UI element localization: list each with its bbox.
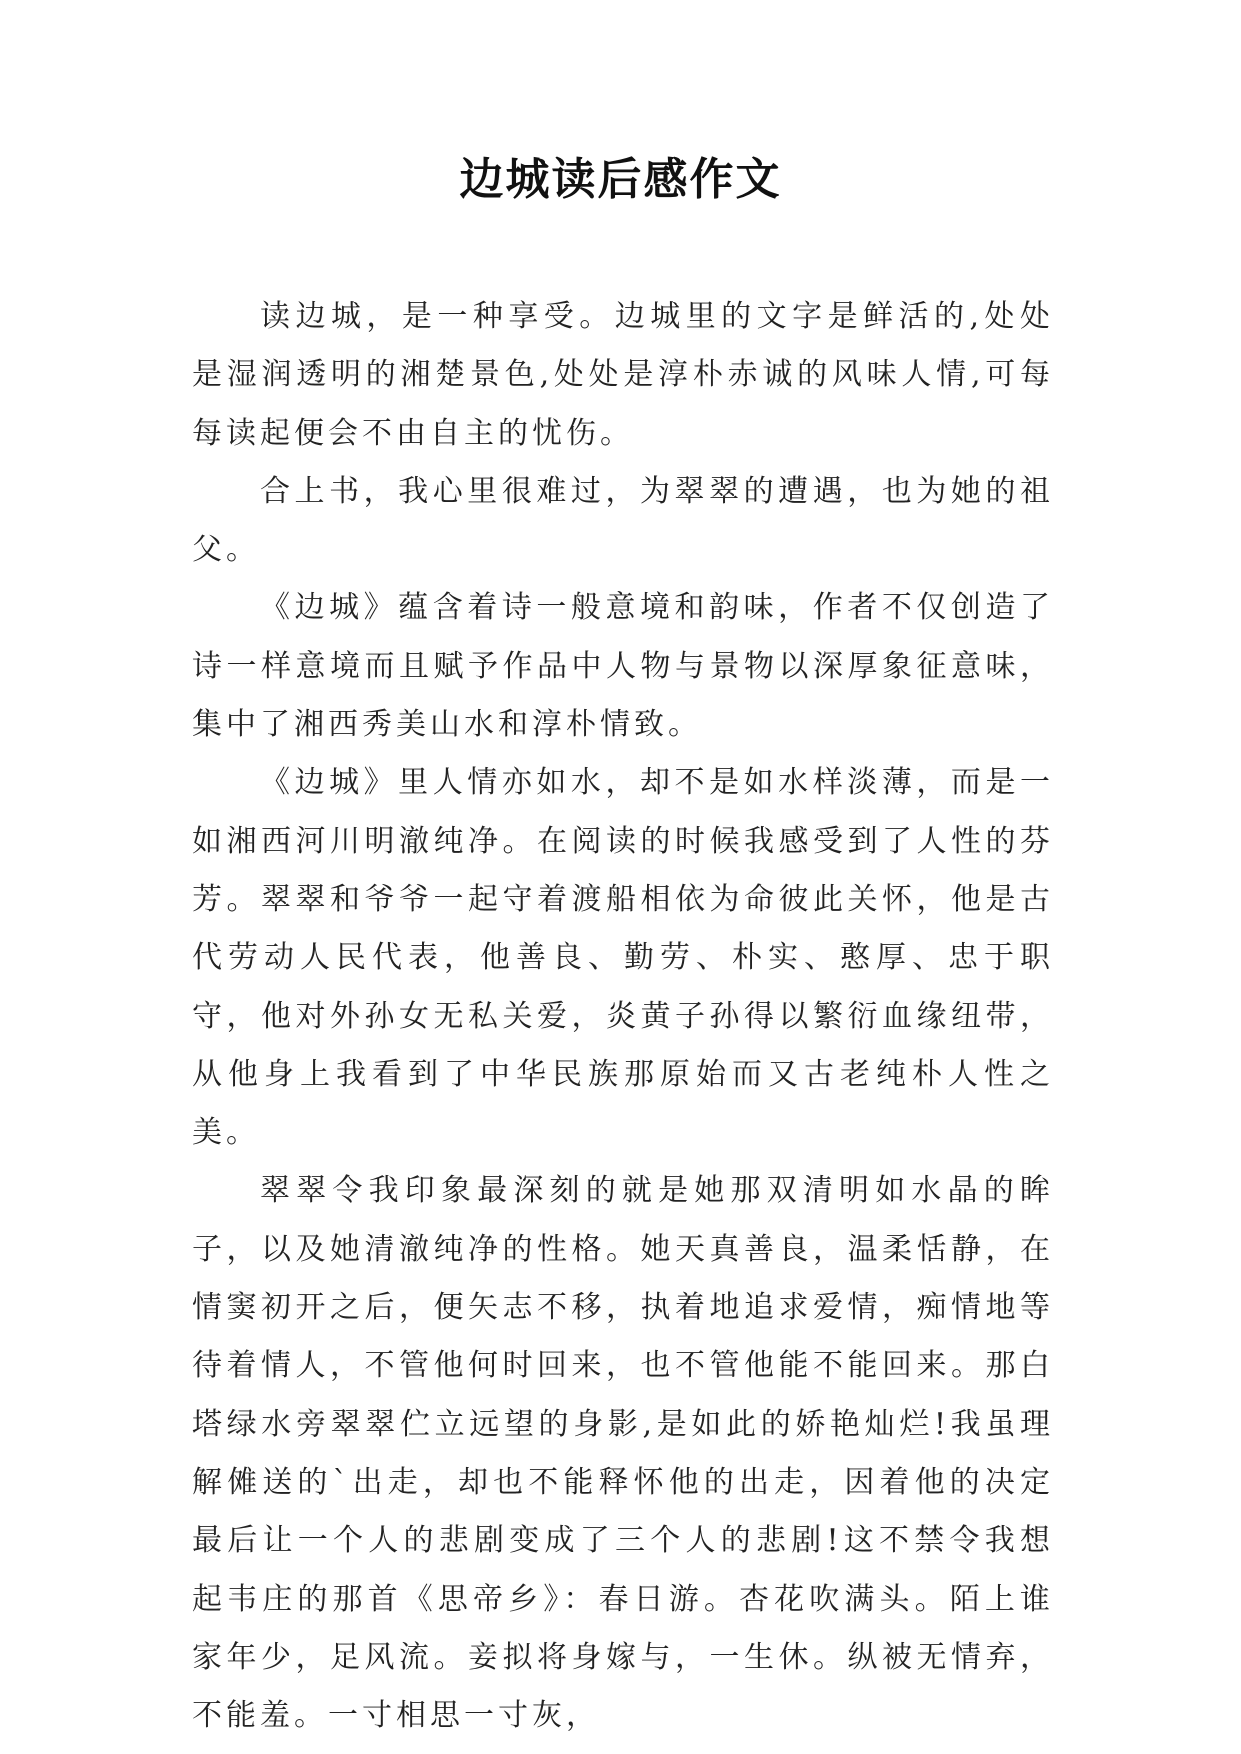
paragraph-2: 合上书，我心里很难过，为翠翠的遭遇，也为她的祖父。 (192, 473, 1054, 568)
paragraph-3: 《边城》蕴含着诗一般意境和韵味，作者不仅创造了诗一样意境而且赋予作品中人物与景物以深厚象征意味，集中了湘西秀美山水和淳朴情致。 (192, 590, 1054, 743)
paragraph-5: 翠翠令我印象最深刻的就是她那双清明如水晶的眸子，以及她清澈纯净的性格。她天真善良，温柔恬静，在情窦初开之后，便矢志不移，执着地追求爱情，痴情地等待着情人，不管他何时回来，也不管他能不能回来。那白塔绿水旁翠翠伫立远望的身影,是如此的娇艳灿烂!我虽理解傩送的`出走，却也不能释怀他的出走，因着他的决定最后让一个人的悲剧变成了三个人的悲剧!这不禁令我想起韦庄的那首《思帝乡》：春日游。杏花吹满头。陌上谁家年少，足风流。妾拟将身嫁与，一生休。纵被无情弃，不能羞。一寸相思一寸灰， (192, 1173, 1054, 1734)
paragraph-4: 《边城》里人情亦如水，却不是如水样淡薄，而是一如湘西河川明澈纯净。在阅读的时候我感受到了人性的芬芳。翠翠和爷爷一起守着渡船相依为命彼此关怀，他是古代劳动人民代表，他善良、勤劳、朴实、憨厚、忠于职守，他对外孙女无私关爱，炎黄子孙得以繁衍血缘纽带，从他身上我看到了中华民族那原始而又古老纯朴人性之美。 (192, 765, 1054, 1151)
document-body (192, 288, 1054, 1745)
document-title: 边城读后感作文 (459, 154, 782, 205)
paragraph-1: 读边城，是一种享受。边城里的文字是鲜活的,处处是湿润透明的湘楚景色,处处是淳朴赤诚的风味人情,可每每读起便会不由自主的忧伤。 (192, 299, 1054, 451)
